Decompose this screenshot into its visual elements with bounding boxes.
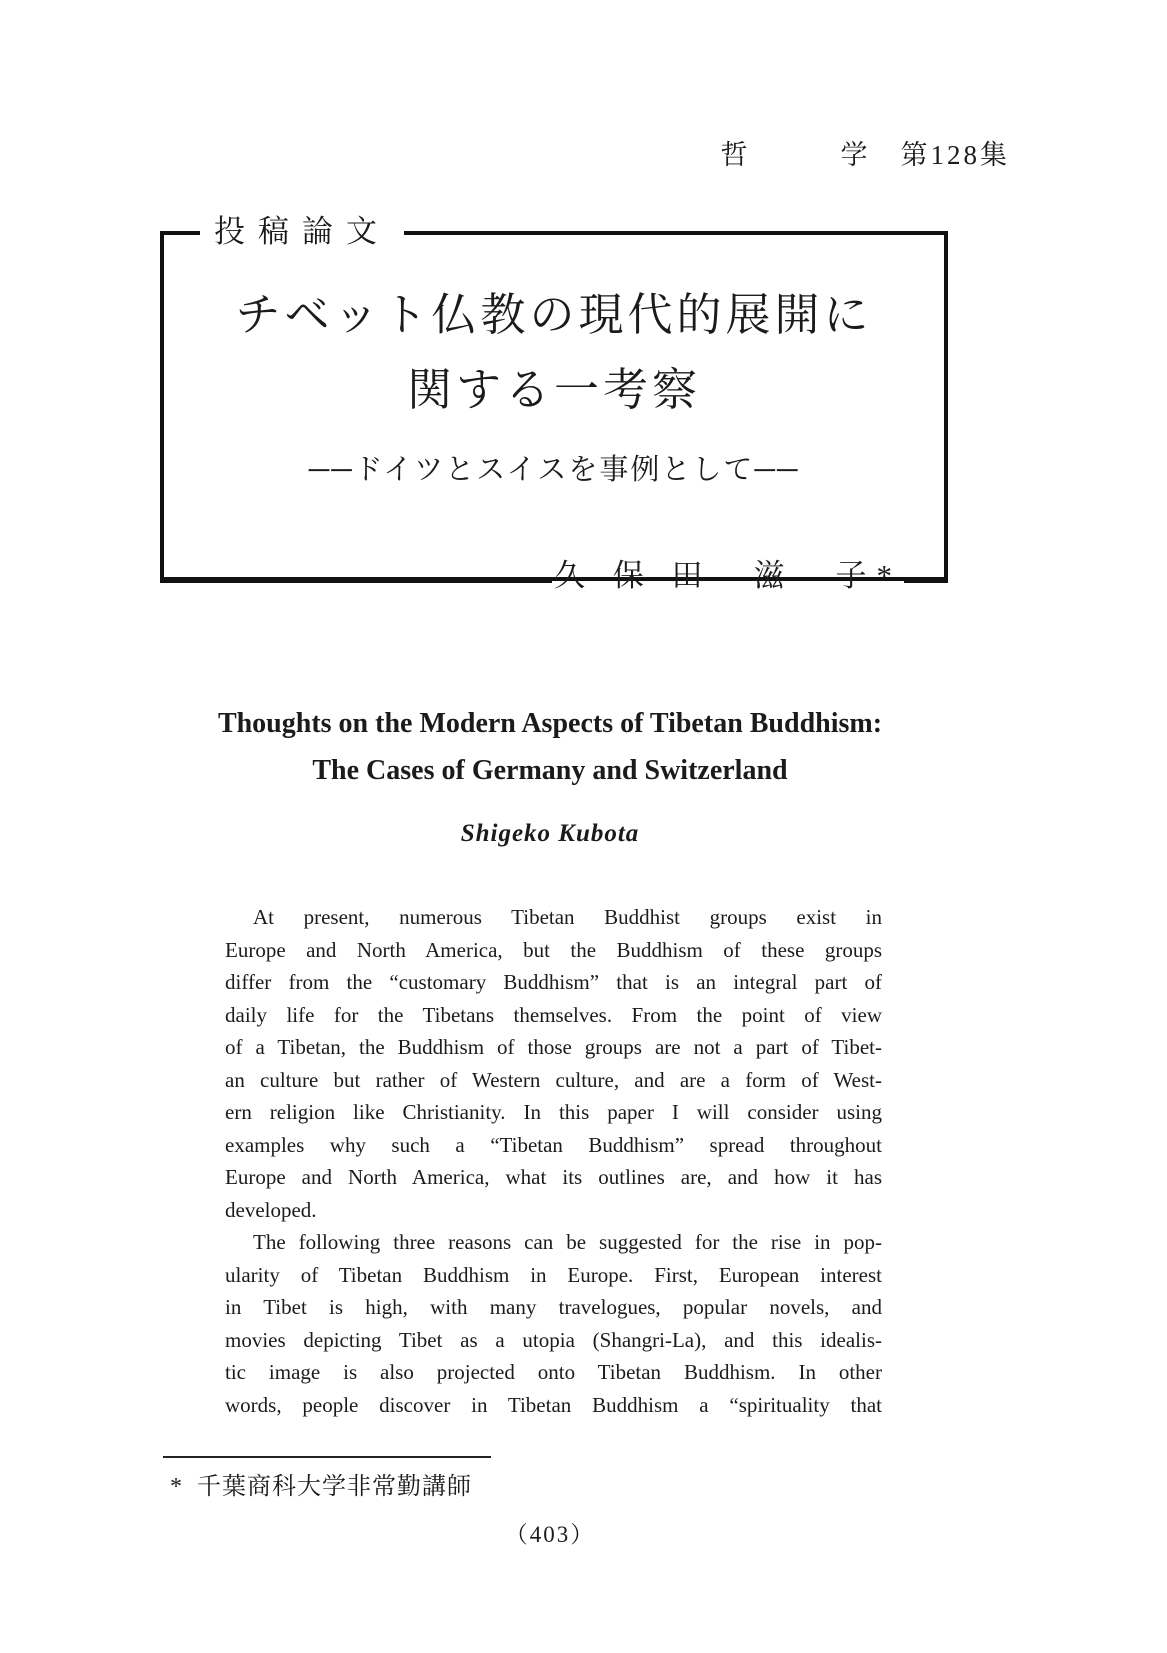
body-line: Europe and North America, but the Buddhism of these groups	[225, 937, 882, 962]
author-rule-left	[160, 579, 552, 583]
author-name-japanese: 久 保 田 滋 子*	[554, 557, 902, 593]
body-line: an culture but rather of Western culture, and are a form of West-	[225, 1067, 882, 1092]
page-number: （403）	[504, 1522, 596, 1547]
english-title	[160, 700, 940, 794]
body-paragraphs	[225, 901, 882, 1421]
author-name-english: Shigeko Kubota	[460, 820, 640, 847]
body-line: developed.	[225, 1197, 317, 1222]
body-line: tic image is also projected onto Tibetan Buddhism. In other	[225, 1360, 882, 1384]
body-line: in Tibet is high, with many travelogues, popular novels, and	[225, 1295, 882, 1319]
body-line: At present, numerous Tibetan Buddhist groups exist in	[253, 905, 882, 929]
body-line: movies depicting Tibet as a utopia (Shangri-La), and this idealis-	[225, 1327, 882, 1352]
footnote-rule	[163, 1456, 491, 1458]
body-line: ern religion like Christianity. In this paper I will consider using	[225, 1100, 882, 1124]
body-line: daily life for the Tibetans themselves. From the point of view	[225, 1002, 882, 1027]
japanese-title-line1: チベット仏教の現代的展開に	[235, 290, 873, 340]
paragraph	[225, 901, 882, 1226]
title-box	[160, 214, 948, 593]
footnote-marker: *	[170, 1474, 183, 1500]
english-title-line2: The Cases of Germany and Switzerland	[312, 755, 788, 786]
body-line: The following three reasons can be suggested for the rise in pop-	[253, 1230, 882, 1254]
body-line: of a Tibetan, the Buddhism of those groups are not a part of Tibet-	[225, 1035, 882, 1059]
category-label: 投稿論文	[200, 212, 404, 252]
body-line: Europe and North America, what its outlines are, and how it has	[225, 1165, 882, 1189]
body-line: ularity of Tibetan Buddhism in Europe. First, European interest	[225, 1262, 882, 1287]
footnote	[170, 1466, 472, 1501]
footnote-text: 千葉商科大学非常勤講師	[197, 1474, 472, 1500]
paragraph	[225, 1226, 882, 1421]
journal-header: 哲 学 第128集	[720, 140, 1010, 170]
english-title-line1: Thoughts on the Modern Aspects of Tibetan Buddhism:	[217, 708, 883, 739]
japanese-subtitle: ──ドイツとスイスを事例として──	[308, 454, 800, 486]
japanese-title-line2: 関する一考察	[406, 365, 701, 415]
body-line: differ from the “customary Buddhism” that is an integral part of	[225, 970, 882, 994]
body-line: words, people discover in Tibetan Buddhism a “spirituality that	[225, 1392, 882, 1417]
author-rule-right	[904, 579, 948, 583]
body-line: examples why such a “Tibetan Buddhism” spread throughout	[225, 1132, 882, 1157]
